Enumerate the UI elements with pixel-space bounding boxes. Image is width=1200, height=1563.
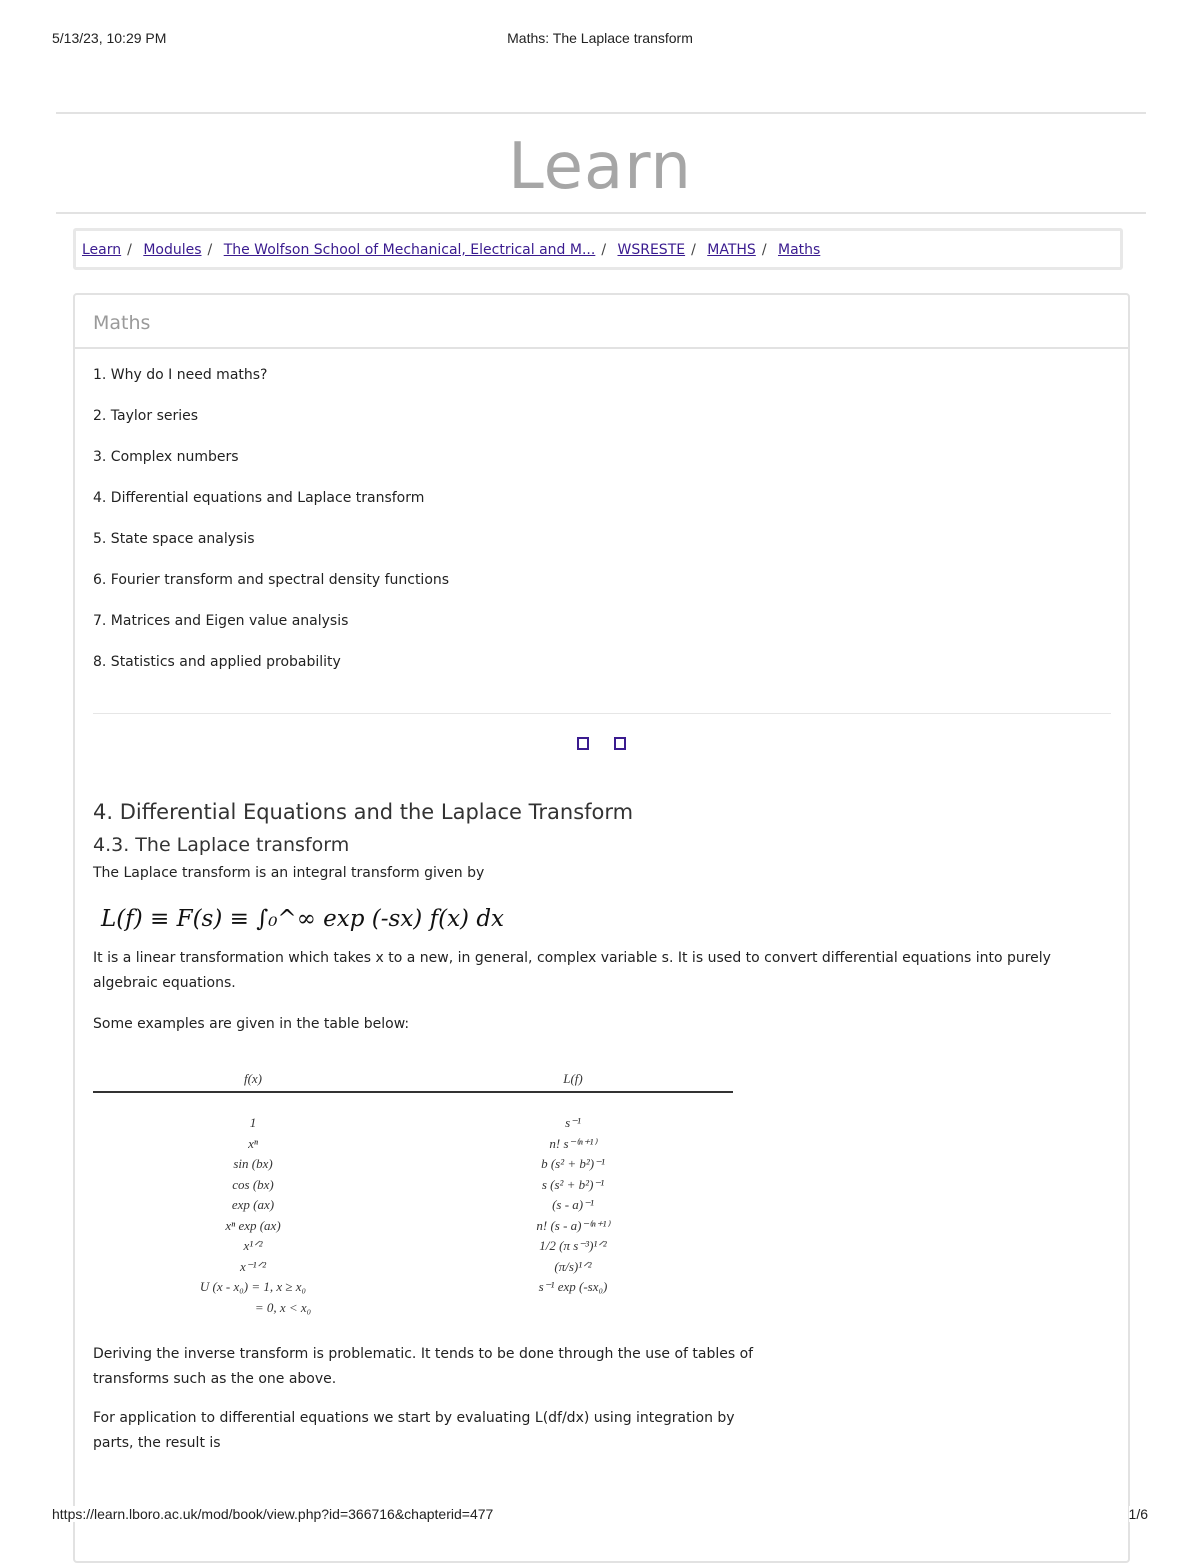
toc-item[interactable]: 7. Matrices and Eigen value analysis [93,613,349,629]
toc-item[interactable]: 6. Fourier transform and spectral density functions [93,572,450,588]
table-body [93,1093,733,1318]
table-cell: s⁻¹ [565,1115,581,1130]
table-cell: xⁿ exp (ax) [225,1217,281,1233]
breadcrumb-wsreste[interactable]: WSRESTE [617,242,686,258]
toc-item[interactable]: 8. Statistics and applied probability [93,654,341,670]
section-heading: 4.3. The Laplace transform [93,834,350,856]
table-cell: (s - a)⁻¹ [552,1197,594,1212]
table-cell [413,1298,733,1319]
toc-divider [93,713,1111,714]
table-of-contents [93,363,449,691]
table-cell: = 0, x < x₀ [254,1299,312,1315]
breadcrumb-maths-book[interactable]: Maths [777,242,821,258]
laplace-formula: L(f) ≡ F(s) ≡ ∫₀^∞ exp (-sx) f(x) dx [101,906,505,932]
table-cell: x⁻¹ᐟ² [240,1258,266,1274]
breadcrumb-maths-course[interactable]: MATHS [707,242,756,258]
table-cell: s⁻¹ exp (-sx₀) [538,1279,608,1294]
top-rule [56,112,1146,114]
table-cell: x¹ᐟ² [243,1238,263,1253]
breadcrumb: Learn / Modules / The Wolfson School of Mechanical, Electrical and M... / WSRESTE / MATHS / Maths [73,228,1123,270]
table-cell: s (s² + b²)⁻¹ [541,1176,605,1192]
toc-item[interactable]: 3. Complex numbers [93,449,239,465]
column-header-fx: f(x) [243,1071,263,1086]
table-cell: xⁿ [248,1135,258,1151]
table-cell: exp (ax) [231,1197,275,1212]
lf-column [413,1113,733,1318]
breadcrumb-school[interactable]: The Wolfson School of Mechanical, Electrical and M... [223,242,596,258]
fx-column [93,1113,413,1318]
laplace-table [93,1067,733,1318]
table-cell: n! (s - a)⁻⁽ⁿ⁺¹⁾ [536,1217,610,1233]
print-url: https://learn.lboro.ac.uk/mod/book/view.php?id=366716&chapterid=477 [52,1506,494,1522]
table-cell: 1 [249,1115,257,1130]
next-chapter-icon[interactable] [614,737,626,750]
table-cell: cos (bx) [232,1176,274,1192]
paragraph: Some examples are given in the table below: [93,1016,410,1032]
chapter-navigation [75,735,1128,754]
print-page-title: Maths: The Laplace transform [507,30,693,46]
table-cell: U (x - x₀) = 1, x ≥ x₀ [199,1279,307,1294]
chapter-content [93,795,1103,1470]
paragraph: It is a linear transformation which takes x to a new, in general, complex variable s. It is used to convert differential equations into purely algebraic equations. [93,950,1051,991]
table-cell: b (s² + b²)⁻¹ [541,1156,605,1171]
toc-item[interactable]: 4. Differential equations and Laplace transform [93,490,425,506]
table-header [93,1067,733,1093]
book-title: Maths [75,295,1128,349]
paragraph: Deriving the inverse transform is problematic. It tends to be done through the use of tables of transforms such as the one above. [93,1346,754,1387]
table-cell: 1/2 (π s⁻³)¹ᐟ² [539,1238,607,1253]
print-datetime: 5/13/23, 10:29 PM [52,30,167,46]
toc-item[interactable]: 2. Taylor series [93,408,199,424]
intro-text: The Laplace transform is an integral transform given by [93,865,485,881]
breadcrumb-learn[interactable]: Learn [82,242,122,258]
chapter-heading: 4. Differential Equations and the Laplace Transform [93,800,634,824]
toc-item[interactable]: 1. Why do I need maths? [93,367,268,383]
print-page-number: 1/6 [1128,1506,1148,1522]
title-rule [56,212,1146,214]
toc-item[interactable]: 5. State space analysis [93,531,255,547]
breadcrumb-modules[interactable]: Modules [143,242,202,258]
site-title[interactable]: Learn [508,130,692,204]
table-cell: sin (bx) [233,1156,273,1171]
table-cell: (π/s)¹ᐟ² [554,1258,592,1274]
table-cell: n! s⁻⁽ⁿ⁺¹⁾ [549,1135,597,1151]
post-table-text [93,1342,773,1456]
previous-chapter-icon[interactable] [577,737,589,750]
book-panel [73,293,1130,1563]
column-header-lf: L(f) [563,1071,583,1086]
paragraph: For application to differential equations we start by evaluating L(df/dx) using integration by parts, the result is [93,1410,735,1451]
